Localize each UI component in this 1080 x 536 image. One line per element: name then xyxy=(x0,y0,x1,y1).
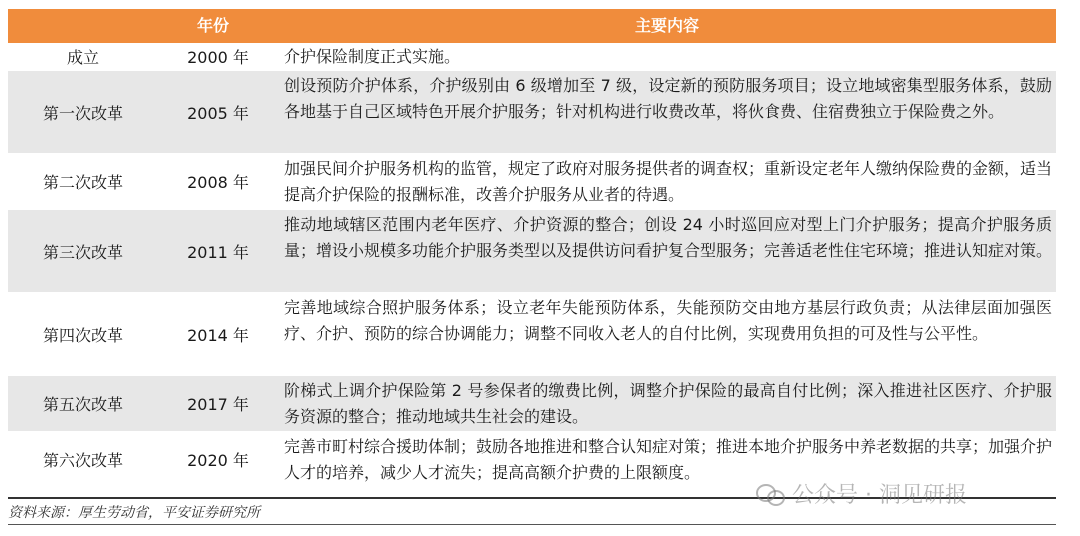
source-note: 资料来源：厚生劳动省，平安证券研究所 xyxy=(8,505,260,521)
watermark xyxy=(756,478,967,509)
watermark-text: 公众号 · 洞见研报 xyxy=(792,483,967,508)
header-year: 年份 xyxy=(196,16,229,35)
row-event: 成立 xyxy=(66,48,99,67)
table-row xyxy=(8,43,1056,71)
row-event: 第六次改革 xyxy=(42,451,123,470)
table-row xyxy=(8,376,1056,432)
wechat-icon xyxy=(756,482,786,506)
row-year: 2020 年 xyxy=(187,451,249,470)
reform-table xyxy=(8,9,1056,488)
row-event: 第五次改革 xyxy=(42,395,123,414)
row-content: 加强民间介护服务机构的监管，规定了政府对服务提供者的调查权；重新设定老年人缴纳保险费的金额，适当提高介护保险的报酬标准，改善介护服务从业者的待遇。 xyxy=(284,159,1053,204)
row-content: 完善地域综合照护服务体系；设立老年失能预防体系，失能预防交由地方基层行政负责；从法律层面加强医疗、介护、预防的综合协调能力；调整不同收入老人的自付比例，实现费用负担的可及性与公平性。 xyxy=(284,298,1052,343)
table-row xyxy=(8,154,1056,210)
row-content: 完善市町村综合援助体制；鼓励各地推进和整合认知症对策；推进本地介护服务中养老数据的共享；加强介护人才的培养，减少人才流失；提高高额介护费的上限额度。 xyxy=(284,437,1053,482)
row-year: 2017 年 xyxy=(187,395,249,414)
row-content: 阶梯式上调介护保险第 2 号参保者的缴费比例，调整介护保险的最高自付比例；深入推进社区医疗、介护服务资源的整合；推动地域共生社会的建设。 xyxy=(284,381,1052,426)
header-content: 主要内容 xyxy=(634,16,699,35)
row-event: 第四次改革 xyxy=(42,325,123,345)
row-event: 第一次改革 xyxy=(42,103,123,123)
row-event: 第二次改革 xyxy=(42,173,123,192)
row-event: 第三次改革 xyxy=(42,242,123,262)
row-year: 2014 年 xyxy=(187,325,249,345)
table-row xyxy=(8,71,1056,154)
row-content: 推动地域辖区范围内老年医疗、介护资源的整合；创设 24 小时巡回应对型上门介护服务；提高介护服务质量；增设小规模多功能介护服务类型以及提供访问看护复合型服务；完善适老性住宅环境；推进认知症对策。 xyxy=(284,215,1053,260)
row-year: 2011 年 xyxy=(187,242,249,262)
table-row xyxy=(8,293,1056,376)
table-header xyxy=(8,9,1056,43)
row-year: 2000 年 xyxy=(187,48,249,67)
row-year: 2008 年 xyxy=(187,173,249,192)
table-row xyxy=(8,210,1056,293)
row-content: 介护保险制度正式实施。 xyxy=(284,47,461,66)
footer-rule xyxy=(8,524,1056,525)
row-year: 2005 年 xyxy=(187,103,249,123)
row-content: 创设预防介护体系，介护级别由 6 级增加至 7 级，设定新的预防服务项目；设立地域密集型服务体系，鼓励各地基于自己区域特色开展介护服务；针对机构进行收费改革，将伙食费、住宿费独立于保险费之外。 xyxy=(284,76,1052,121)
